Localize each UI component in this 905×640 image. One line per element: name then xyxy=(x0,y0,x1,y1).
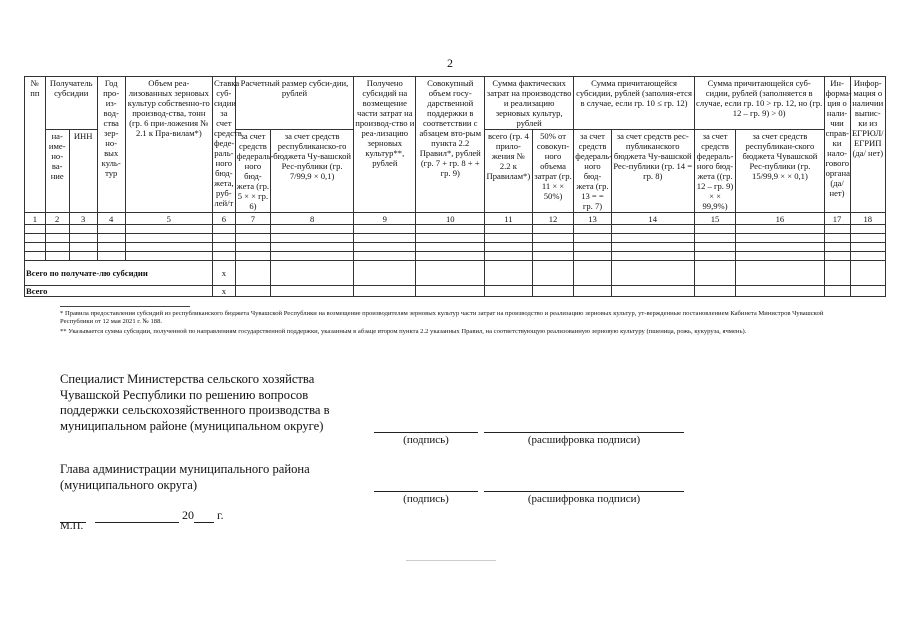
column-number: 3 xyxy=(69,213,97,225)
date-year-blank xyxy=(194,510,214,523)
column-number: 10 xyxy=(416,213,485,225)
header-volume: Объем реа-лизованных зерновых культур собственно-го производ-ства, тонн (гр. 6 при-ложения № 2.1 к Пра-вилам*) xyxy=(125,77,212,213)
page-number: 2 xyxy=(447,56,453,70)
header-tax-info: Ин-форма-ция о нали-чии справ-ки нало-гового органа (да/ нет) xyxy=(824,77,850,213)
head-title: Глава администрации муниципального района (муниципального округа) xyxy=(60,462,310,492)
table-row xyxy=(25,243,886,252)
head-decode-line xyxy=(484,491,684,492)
header-calc-rep: за счет средств республиканско-го бюджета Чу-вашской Рес-публики (гр. 7/99,9 × 0,1) xyxy=(271,130,354,213)
head-signature-caption: (подпись) xyxy=(403,493,449,505)
header-calc-size: Расчетный размер субси-дии, рублей xyxy=(235,77,353,130)
column-number: 9 xyxy=(354,213,416,225)
column-number: 4 xyxy=(97,213,125,225)
total-row xyxy=(25,286,886,297)
specialist-title: Специалист Министерства сельского хозяйства Чувашской Республики по решению вопросов поддержки сельскохозяйственного производства в муниципальном районе (муниципальном округе) xyxy=(60,372,330,433)
column-number: 7 xyxy=(235,213,270,225)
header-year: Год про-из-вод-ства зер-но-вых куль-тур xyxy=(97,77,125,213)
column-number: 13 xyxy=(574,213,611,225)
column-number: 1 xyxy=(25,213,46,225)
specialist-decode-line xyxy=(484,432,684,433)
header-actual-costs: Сумма фактических затрат на производство и реализацию зерновых культур, рублей xyxy=(485,77,574,130)
column-number: 17 xyxy=(824,213,850,225)
x-mark: x xyxy=(212,286,235,297)
header-num: № пп xyxy=(25,77,46,213)
footnote-divider xyxy=(60,306,190,307)
date-suffix: г. xyxy=(217,508,224,522)
bottom-rule xyxy=(406,560,496,561)
date-year-prefix: 20 xyxy=(182,508,194,522)
date-month-blank xyxy=(95,510,179,523)
header-due-a-fed: за счет средств федераль-ного бюд-жета (гр. 13 = = гр. 7) xyxy=(575,131,613,211)
column-number: 16 xyxy=(736,213,824,225)
column-number: 14 xyxy=(611,213,694,225)
column-number: 8 xyxy=(271,213,354,225)
header-received: Получено субсидий на возмещение части затрат на производ-ство и реа-лизацию зерновых культур**, рублей xyxy=(354,77,416,213)
stamp-label: М.П. xyxy=(60,520,84,532)
column-number: 15 xyxy=(694,213,736,225)
column-number: 18 xyxy=(850,213,885,225)
header-rate: Ставка суб-сидии за счет средств феде-раль-ного бюд-жета, руб-лей/т xyxy=(212,77,235,213)
header-due-b: Сумма причитающейся суб-сидии, рублей (заполняется в случае, если гр. 10 > гр. 12, но (гр. 12 – гр. 9) > 0) xyxy=(694,77,824,130)
subsidy-table xyxy=(24,76,886,297)
column-number: 5 xyxy=(125,213,212,225)
column-number: 11 xyxy=(485,213,533,225)
x-mark: x xyxy=(212,261,235,286)
header-recipient-inn: ИНН xyxy=(69,130,97,213)
header-due-b-rep: за счет средств республикан-ского бюджета Чувашской Рес-публики (гр. 15/99,9 × × 0,1) xyxy=(736,130,824,213)
total-recipient-row xyxy=(25,261,886,286)
specialist-signature-caption: (подпись) xyxy=(403,434,449,446)
footnote-1: * Правила предоставления субсидий из республиканского бюджета Чувашской Республики на возмещение производителям зерновых культур части затрат на производство и реализацию зерновых культур, ут-вержденные постановлением Кабинета Министров Чувашской Республики от 12 мая 2021 г. № 188. xyxy=(60,310,824,326)
specialist-decode-caption: (расшифровка подписи) xyxy=(527,434,641,446)
head-decode-caption: (расшифровка подписи) xyxy=(527,493,641,505)
header-due-a: Сумма причитающейся субсидии, рублей (заполня-ется в случае, если гр. 10 ≤ гр. 12) xyxy=(574,77,694,130)
column-number: 2 xyxy=(45,213,69,225)
column-number: 6 xyxy=(212,213,235,225)
header-recipient: Получатель субсидии xyxy=(45,77,97,130)
column-number: 12 xyxy=(532,213,574,225)
header-actual-50: 50% от совокуп-ного объема затрат (гр. 11 × × 50%) xyxy=(532,130,574,213)
date-line xyxy=(60,508,224,523)
header-calc-fed: за счет средств федераль-ного бюд-жета (гр. 5 × × гр. 6) xyxy=(236,131,274,211)
specialist-signature-line xyxy=(374,432,478,433)
total-label: Всего xyxy=(25,286,213,297)
column-number-row xyxy=(25,213,886,225)
header-due-a-rep: за счет средств рес-публиканского бюджета Чу-вашской Рес-публики (гр. 14 = гр. 8) xyxy=(611,130,694,213)
header-recipient-name: на-име-но-ва-ние xyxy=(45,130,69,213)
footnote-2: ** Указывается сумма субсидии, полученной по направлениям государственной поддержки, указанным в абзаце втором пункта 2.2 указанных Правил, на соответствующую реализованную зерновую культуру (пшеница, рожь, кукуруза, ячмень). xyxy=(60,328,747,335)
table-row xyxy=(25,234,886,243)
head-signature-line xyxy=(374,491,478,492)
header-total-support: Совокупный объем госу-дарственной поддержки в соответствии с абзацем вто-рым пункта 2.2 Правил*, рублей (гр. 7 + гр. 8 + + гр. 9) xyxy=(416,77,485,213)
header-due-b-fed: за счет средств федераль-ного бюд-жета ((гр. 12 – гр. 9) × × 99,9%) xyxy=(694,130,736,213)
header-egrul-info: Инфор-мация о наличии выпис-ки из ЕГРЮЛ/ ЕГРИП (да/ нет) xyxy=(850,77,885,213)
table-row xyxy=(25,225,886,234)
total-recipient-label: Всего по получате-лю субсидии xyxy=(25,261,213,286)
table-row xyxy=(25,252,886,261)
header-actual-all: всего (гр. 4 прило-жения № 2.2 к Правилам*) xyxy=(485,130,533,213)
